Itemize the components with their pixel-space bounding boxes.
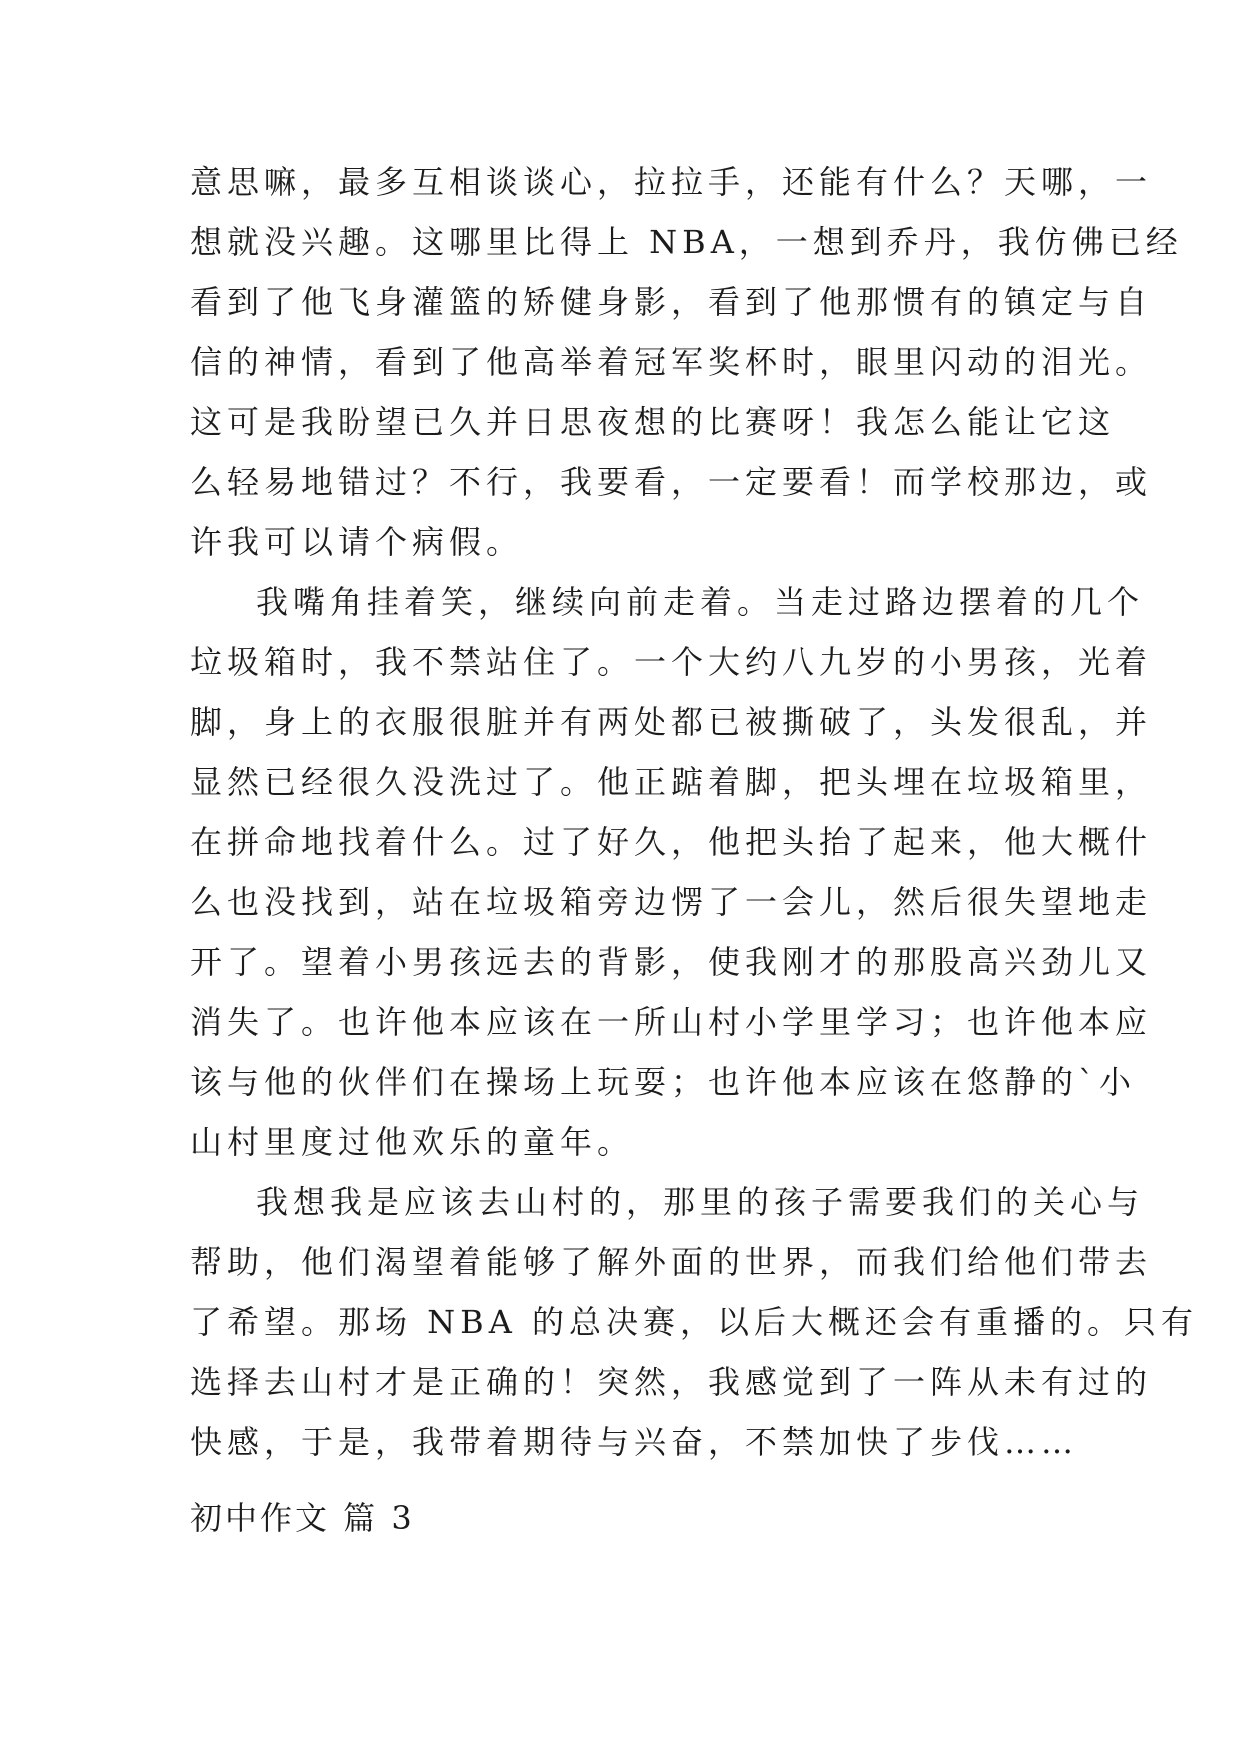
text-line: 了希望。那场 NBA 的总决赛，以后大概还会有重播的。只有 [190, 1303, 1198, 1341]
text-line: 选择去山村才是正确的！突然，我感觉到了一阵从未有过的 [190, 1363, 1153, 1401]
text-line: 快感，于是，我带着期待与兴奋，不禁加快了步伐…… [190, 1423, 1079, 1461]
text-line: 开了。望着小男孩远去的背影，使我刚才的那股高兴劲儿又 [190, 943, 1153, 981]
text-line: 信的神情，看到了他高举着冠军奖杯时，眼里闪动的泪光。 [190, 343, 1153, 381]
text-line: 我想我是应该去山村的，那里的孩子需要我们的关心与 [256, 1183, 1145, 1221]
essay-body [190, 152, 1198, 1472]
text-line: 想就没兴趣。这哪里比得上 NBA，一想到乔丹，我仿佛已经 [190, 223, 1183, 261]
text-line: 脚，身上的衣服很脏并有两处都已被撕破了，头发很乱，并 [190, 703, 1153, 741]
paragraph-1 [190, 152, 1183, 572]
text-line: 帮助，他们渴望着能够了解外面的世界，而我们给他们带去 [190, 1243, 1153, 1281]
paragraph-2 [190, 572, 1153, 1172]
text-line: 么轻易地错过？不行，我要看，一定要看！而学校那边，或 [190, 463, 1153, 501]
text-line: 这可是我盼望已久并日思夜想的比赛呀！我怎么能让它这 [190, 403, 1116, 441]
text-line: 看到了他飞身灌篮的矫健身影，看到了他那惯有的镇定与自 [190, 283, 1153, 321]
section-heading: 初中作文 篇 3 [190, 1499, 415, 1537]
text-line: 我嘴角挂着笑，继续向前走着。当走过路边摆着的几个 [256, 583, 1145, 621]
text-line: 该与他的伙伴们在操场上玩耍；也许他本应该在悠静的`小 [190, 1063, 1137, 1101]
text-line: 山村里度过他欢乐的童年。 [190, 1123, 635, 1161]
text-line: 显然已经很久没洗过了。他正踮着脚，把头埋在垃圾箱里， [190, 763, 1153, 801]
text-line: 许我可以请个病假。 [190, 523, 524, 561]
text-line: 在拼命地找着什么。过了好久，他把头抬了起来，他大概什 [190, 823, 1153, 861]
text-line: 么也没找到，站在垃圾箱旁边愣了一会儿，然后很失望地走 [190, 883, 1153, 921]
text-line: 意思嘛，最多互相谈谈心，拉拉手，还能有什么？天哪，一 [190, 163, 1153, 201]
text-line: 垃圾箱时，我不禁站住了。一个大约八九岁的小男孩，光着 [190, 643, 1153, 681]
text-line: 消失了。也许他本应该在一所山村小学里学习；也许他本应 [190, 1003, 1153, 1041]
paragraph-3 [190, 1172, 1198, 1472]
